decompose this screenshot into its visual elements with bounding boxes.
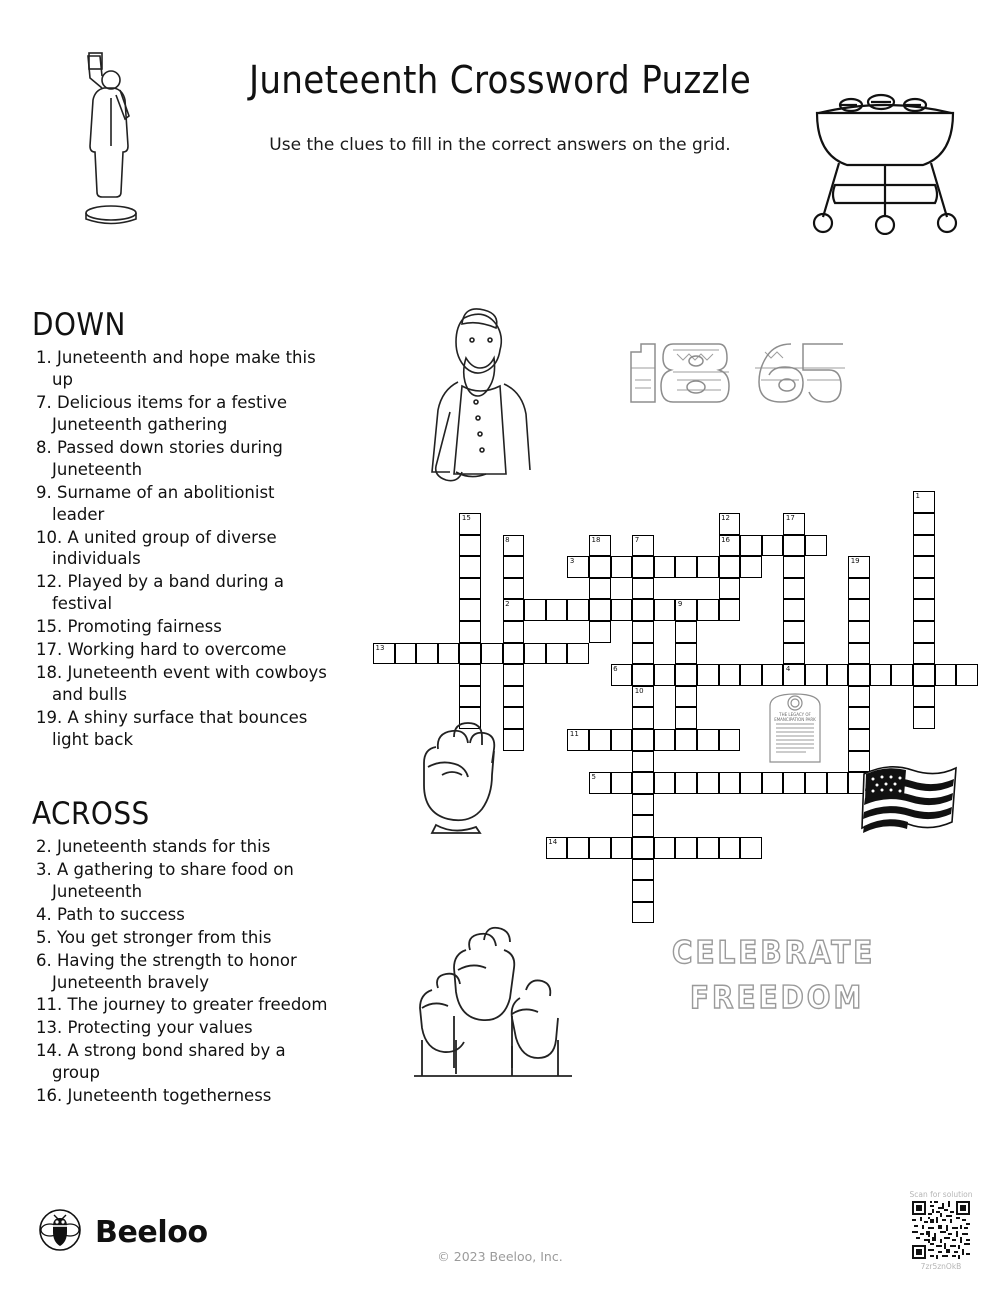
clue-item-down-19: 19. A shiny surface that bounces light back (36, 708, 308, 749)
grid-cell[interactable] (611, 837, 633, 859)
grid-cell-number: 17 (785, 514, 795, 522)
grid-cell[interactable] (891, 664, 913, 686)
grid-cell[interactable] (805, 535, 827, 557)
clue-item-down-7: 7. Delicious items for a festive Juneteenth gathering (36, 392, 287, 434)
grid-cell[interactable] (503, 556, 525, 578)
clue-item-down-10: 10. A united group of diverse individuals (36, 527, 277, 569)
grid-cell-number: 4 (785, 665, 791, 674)
grid-cell[interactable] (481, 643, 503, 665)
clue-item-down-17: 17. Working hard to overcome (36, 640, 287, 660)
grid-cell[interactable] (848, 707, 870, 729)
grid-cell[interactable] (395, 643, 417, 665)
emancipation-proclamation-document-icon (764, 690, 826, 766)
grid-cell[interactable] (632, 707, 654, 729)
grid-cell[interactable] (546, 599, 568, 621)
grid-cell[interactable] (783, 621, 805, 643)
grid-cell[interactable] (956, 664, 978, 686)
grid-cell[interactable] (503, 621, 525, 643)
grid-cell[interactable] (740, 664, 762, 686)
qr-id-text: 7zr5znOkB (920, 1262, 962, 1271)
grid-cell-number: 8 (505, 535, 510, 544)
grid-cell[interactable] (567, 556, 589, 578)
grid-cell[interactable] (632, 578, 654, 600)
grid-cell[interactable] (675, 837, 697, 859)
grid-cell[interactable] (654, 599, 676, 621)
grid-cell[interactable] (459, 513, 481, 535)
grid-cell-number: 6 (613, 665, 618, 674)
grid-cell[interactable] (719, 772, 741, 794)
grid-cell[interactable] (654, 664, 676, 686)
grid-cell[interactable] (913, 556, 935, 578)
grid-cell[interactable] (632, 556, 654, 578)
grid-cell[interactable] (654, 729, 676, 751)
grid-cell[interactable] (913, 535, 935, 557)
grid-cell[interactable] (740, 772, 762, 794)
clue-item-across-4: 4. Path to success (36, 904, 185, 924)
clue-item-down-15: 15. Promoting fairness (36, 617, 222, 637)
grid-cell[interactable] (719, 578, 741, 600)
grid-cell[interactable] (675, 707, 697, 729)
grid-cell[interactable] (870, 664, 892, 686)
grid-cell[interactable] (632, 751, 654, 773)
grid-cell[interactable] (675, 686, 697, 708)
grid-cell[interactable] (632, 686, 654, 708)
grid-cell-number: 1 (915, 492, 920, 501)
grid-cell[interactable] (740, 556, 762, 578)
grid-cell[interactable] (589, 772, 611, 794)
grid-cell[interactable] (632, 621, 654, 643)
grid-cell[interactable] (632, 837, 654, 859)
grid-cell[interactable] (827, 664, 849, 686)
raised-fist-icon (408, 705, 518, 835)
grid-cell[interactable] (848, 621, 870, 643)
down-heading: DOWN (32, 307, 126, 343)
qr-code-icon[interactable] (912, 1201, 970, 1259)
down-clue-list (30, 347, 330, 751)
grid-cell[interactable] (459, 664, 481, 686)
grid-cell[interactable] (611, 664, 633, 686)
grid-cell[interactable] (632, 902, 654, 924)
grid-cell[interactable] (589, 556, 611, 578)
grid-cell[interactable] (719, 556, 741, 578)
grid-cell[interactable] (632, 815, 654, 837)
grid-cell[interactable] (913, 578, 935, 600)
clue-item-down-12: 12. Played by a band during a festival (36, 572, 284, 614)
freedom-word-art: FREEDOM (690, 980, 865, 1016)
crossword-grid[interactable] (365, 485, 945, 905)
across-heading: ACROSS (32, 795, 150, 832)
grid-cell[interactable] (589, 599, 611, 621)
grid-cell[interactable] (827, 772, 849, 794)
grid-cell[interactable] (675, 729, 697, 751)
grid-cell[interactable] (935, 664, 957, 686)
grid-cell-number: 14 (548, 838, 558, 846)
qr-caption: Scan for solution (909, 1190, 973, 1199)
grid-cell[interactable] (524, 643, 546, 665)
grid-cell[interactable] (719, 535, 741, 557)
grid-cell[interactable] (805, 664, 827, 686)
grid-cell[interactable] (719, 729, 741, 751)
svg-text:THE LEGACY OF: THE LEGACY OF (779, 712, 811, 717)
grid-cell[interactable] (913, 513, 935, 535)
bbq-grill-icon (805, 75, 965, 235)
grid-cell[interactable] (697, 664, 719, 686)
grid-cell[interactable] (632, 535, 654, 557)
grid-cell[interactable] (632, 599, 654, 621)
frederick-douglass-portrait-icon (420, 300, 540, 490)
grid-cell[interactable] (546, 643, 568, 665)
grid-cell-number: 12 (721, 514, 731, 522)
grid-cell[interactable] (783, 535, 805, 557)
grid-cell[interactable] (675, 621, 697, 643)
grid-cell-number: 15 (461, 514, 471, 522)
grid-cell[interactable] (913, 621, 935, 643)
grid-cell[interactable] (783, 513, 805, 535)
grid-cell[interactable] (762, 535, 784, 557)
grid-cell[interactable] (632, 643, 654, 665)
grid-cell[interactable] (654, 772, 676, 794)
grid-cell-number: 16 (721, 535, 731, 544)
grid-cell[interactable] (783, 772, 805, 794)
grid-cell-number: 18 (591, 535, 601, 544)
page-subtitle: Use the clues to fill in the correct answers on the grid. (269, 135, 731, 155)
grid-cell[interactable] (913, 686, 935, 708)
clue-item-down-9: 9. Surname of an abolitionist leader (36, 482, 275, 524)
qr-block (905, 1190, 977, 1282)
grid-cell[interactable] (589, 621, 611, 643)
grid-cell[interactable] (567, 837, 589, 859)
grid-cell[interactable] (913, 664, 935, 686)
grid-cell[interactable] (416, 643, 438, 665)
copyright-text: © 2023 Beeloo, Inc. (437, 1249, 563, 1264)
grid-cell[interactable] (740, 837, 762, 859)
grid-cell[interactable] (589, 578, 611, 600)
statue-figure-icon (60, 50, 150, 230)
grid-cell[interactable] (459, 621, 481, 643)
grid-cell[interactable] (913, 491, 935, 513)
grid-cell[interactable] (546, 837, 568, 859)
grid-cell[interactable] (697, 772, 719, 794)
grid-cell[interactable] (783, 556, 805, 578)
grid-cell[interactable] (783, 664, 805, 686)
grid-cell-number: 7 (634, 535, 640, 544)
grid-cell[interactable] (654, 556, 676, 578)
grid-cell[interactable] (848, 578, 870, 600)
grid-cell[interactable] (567, 729, 589, 751)
grid-cell[interactable] (719, 599, 741, 621)
american-flag-icon (860, 760, 960, 840)
clue-item-across-13: 13. Protecting your values (36, 1018, 253, 1038)
grid-cell[interactable] (459, 535, 481, 557)
grid-cell[interactable] (632, 664, 654, 686)
grid-cell[interactable] (675, 664, 697, 686)
grid-cell-number: 19 (850, 557, 860, 566)
grid-cell-number: 10 (634, 686, 644, 695)
grid-cell[interactable] (783, 599, 805, 621)
clue-item-across-11: 11. The journey to greater freedom (36, 995, 328, 1015)
grid-cell-number: 5 (591, 773, 596, 782)
grid-cell[interactable] (675, 599, 697, 621)
grid-cell-number: 11 (569, 730, 579, 738)
grid-cell[interactable] (632, 859, 654, 881)
grid-cell[interactable] (589, 535, 611, 557)
grid-cell[interactable] (503, 578, 525, 600)
grid-cell[interactable] (632, 772, 654, 794)
grid-cell[interactable] (848, 556, 870, 578)
grid-cell[interactable] (567, 599, 589, 621)
clue-item-across-2: 2. Juneteenth stands for this (36, 836, 271, 856)
grid-cell[interactable] (503, 599, 525, 621)
grid-cell[interactable] (697, 837, 719, 859)
grid-cell[interactable] (611, 556, 633, 578)
grid-cell[interactable] (848, 643, 870, 665)
grid-cell[interactable] (503, 643, 525, 665)
grid-cell[interactable] (675, 556, 697, 578)
grid-cell-number: 3 (569, 557, 575, 566)
grid-cell[interactable] (611, 772, 633, 794)
across-clue-list (30, 836, 330, 1107)
clue-item-down-8: 8. Passed down stories during Juneteenth (36, 437, 283, 479)
svg-text:EMANCIPATION PARK: EMANCIPATION PARK (774, 717, 816, 722)
year-1865-decor (615, 330, 855, 410)
grid-cell-number: 2 (505, 600, 510, 609)
grid-cell[interactable] (503, 535, 525, 557)
grid-cell-number: 9 (677, 600, 683, 609)
grid-cell[interactable] (697, 599, 719, 621)
grid-cell[interactable] (611, 599, 633, 621)
clue-item-down-1: 1. Juneteenth and hope make this up (36, 348, 316, 389)
three-raised-fists-icon (408, 920, 578, 1080)
clue-item-across-6: 6. Having the strength to honor Juneteenth bravely (36, 950, 297, 992)
grid-cell[interactable] (719, 664, 741, 686)
grid-cell[interactable] (697, 556, 719, 578)
clue-item-across-16: 16. Juneteenth togetherness (36, 1086, 272, 1106)
grid-cell[interactable] (675, 643, 697, 665)
grid-cell[interactable] (848, 664, 870, 686)
grid-cell[interactable] (848, 686, 870, 708)
grid-cell[interactable] (567, 643, 589, 665)
grid-cell[interactable] (373, 643, 395, 665)
grid-cell[interactable] (611, 729, 633, 751)
grid-cell[interactable] (459, 578, 481, 600)
brand-name: Beeloo (95, 1214, 208, 1250)
grid-cell[interactable] (913, 599, 935, 621)
grid-cell[interactable] (632, 794, 654, 816)
grid-cell[interactable] (459, 599, 481, 621)
grid-cell[interactable] (913, 707, 935, 729)
grid-cell[interactable] (438, 643, 460, 665)
grid-cell[interactable] (589, 837, 611, 859)
grid-cell[interactable] (632, 729, 654, 751)
grid-cell[interactable] (805, 772, 827, 794)
grid-cell[interactable] (697, 729, 719, 751)
grid-cell[interactable] (675, 772, 697, 794)
grid-cell[interactable] (589, 729, 611, 751)
clue-item-down-18: 18. Juneteenth event with cowboys and bulls (36, 663, 327, 705)
grid-cell[interactable] (783, 578, 805, 600)
grid-cell[interactable] (783, 643, 805, 665)
page-header (0, 40, 1000, 210)
celebrate-word-art: CELEBRATE (672, 935, 876, 971)
grid-cell[interactable] (740, 535, 762, 557)
grid-cell[interactable] (459, 643, 481, 665)
grid-cell[interactable] (632, 880, 654, 902)
grid-cell[interactable] (913, 643, 935, 665)
clues-panel (30, 307, 330, 1108)
clue-item-across-5: 5. You get stronger from this (36, 927, 272, 947)
page-title: Juneteenth Crossword Puzzle (248, 58, 752, 102)
grid-cell[interactable] (719, 513, 741, 535)
grid-cell[interactable] (654, 837, 676, 859)
grid-cell[interactable] (524, 599, 546, 621)
grid-cell[interactable] (503, 664, 525, 686)
grid-cell[interactable] (848, 729, 870, 751)
clue-item-across-14: 14. A strong bond shared by a group (36, 1041, 286, 1083)
grid-cell[interactable] (762, 772, 784, 794)
grid-cell[interactable] (848, 599, 870, 621)
grid-cell-number: 13 (375, 643, 385, 652)
grid-cell[interactable] (719, 837, 741, 859)
grid-cell[interactable] (459, 556, 481, 578)
clue-item-across-3: 3. A gathering to share food on Juneteenth (36, 859, 294, 901)
page-footer (0, 1185, 1000, 1294)
grid-cell[interactable] (762, 664, 784, 686)
